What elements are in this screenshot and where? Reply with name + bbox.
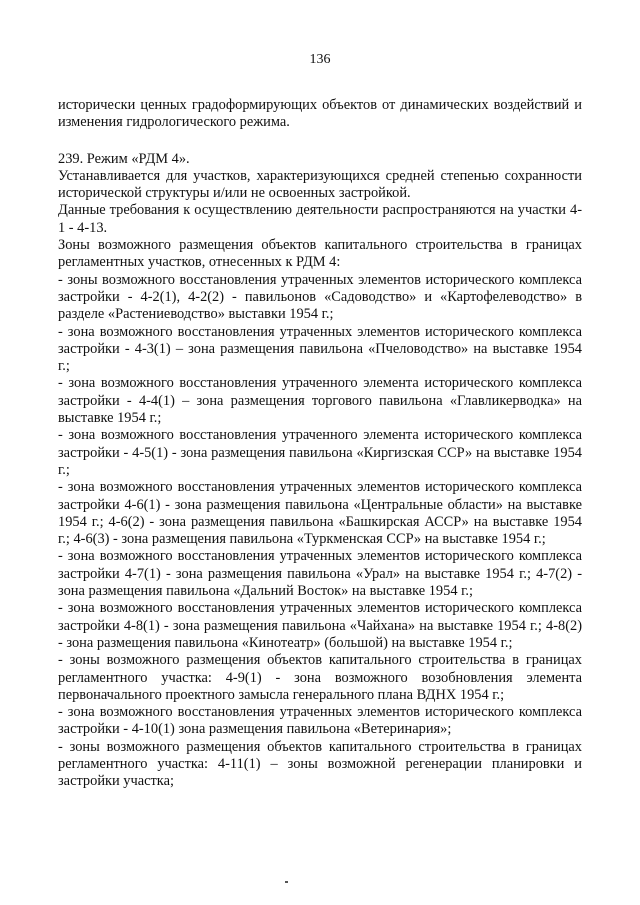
scan-speck — [285, 881, 288, 883]
section-heading: 239. Режим «РДМ 4». — [58, 150, 190, 167]
zone-list-item: - зона возможного восстановления утраченного элемента исторического комплекса застройки - 4-4(1) – зона размещения торгового павильона «Главликерводка» на выставке 1954 г.; — [58, 375, 582, 427]
intro-continuation-paragraph: исторически ценных градоформирующих объектов от динамических воздействий и изменения гидрологического режима. — [58, 97, 582, 131]
page-body — [58, 97, 582, 791]
zone-list-item: - зона возможного восстановления утраченных элементов исторического комплекса застройки 4-6(1) - зона размещения павильона «Центральные области» на выставке 1954 г.; 4-6(2) - зона размещения павильона «Башкирская АССР» на выставке 1954 г.; 4-6(3) - зона размещения павильона «Туркменская ССР» на выставке 1954 г.; — [58, 479, 582, 548]
scope-paragraph: Устанавливается для участков, характеризующихся средней степенью сохранности исторической структуры и/или не освоенных застройкой. — [58, 167, 582, 202]
zone-list-item: - зона возможного восстановления утраченного элемента исторического комплекса застройки - 4-5(1) - зона размещения павильона «Киргизская ССР» на выставке 1954 г.; — [58, 427, 582, 478]
zone-list-item: - зона возможного восстановления утраченных элементов исторического комплекса застройки - 4-3(1) – зона размещения павильона «Пчеловодство» на выставке 1954 г.; — [58, 323, 582, 375]
zone-list-item: - зона возможного восстановления утраченных элементов исторического комплекса застройки 4-8(1) - зона размещения павильона «Чайхана» на выставке 1954 г.; 4-8(2) - зона размещения павильона «Кинотеатр» (большой) на выставке 1954 г.; — [58, 600, 582, 651]
zones-intro-paragraph: Зоны возможного размещения объектов капитального строительства в границах регламентных участков, отнесенных к РДМ 4: — [58, 237, 582, 271]
zone-list-item: - зона возможного восстановления утраченных элементов исторического комплекса застройки - 4-10(1) зона размещения павильона «Ветеринария»; — [58, 704, 582, 738]
page-number: 136 — [309, 52, 331, 67]
zone-list-item: - зоны возможного восстановления утраченных элементов исторического комплекса застройки - 4-2(1), 4-2(2) - павильонов «Садоводство» и «Картофелеводство» в разделе «Растениеводство» выставки 1954 г.; — [58, 271, 582, 323]
zone-list-item: - зоны возможного размещения объектов капитального строительства в границах регламентного участка: 4-11(1) – зоны возможной регенерации планировки и застройки участка; — [58, 738, 582, 790]
applicability-paragraph: Данные требования к осуществлению деятельности распространяются на участки 4-1 - 4-13. — [58, 202, 582, 236]
zone-list-item: - зоны возможного размещения объектов капитального строительства в границах регламентного участка: 4-9(1) - зона возможного возобновления элемента первоначального проектного замысла генерального плана ВДНХ 1954 г.; — [58, 652, 582, 703]
zone-list-item: - зона возможного восстановления утраченных элементов исторического комплекса застройки 4-7(1) - зона размещения павильона «Урал» на выставке 1954 г.; 4-7(2) - зона размещения павильона «Дальний Восток» на выставке 1954 г.; — [58, 548, 582, 600]
paragraph-gap — [58, 132, 582, 151]
